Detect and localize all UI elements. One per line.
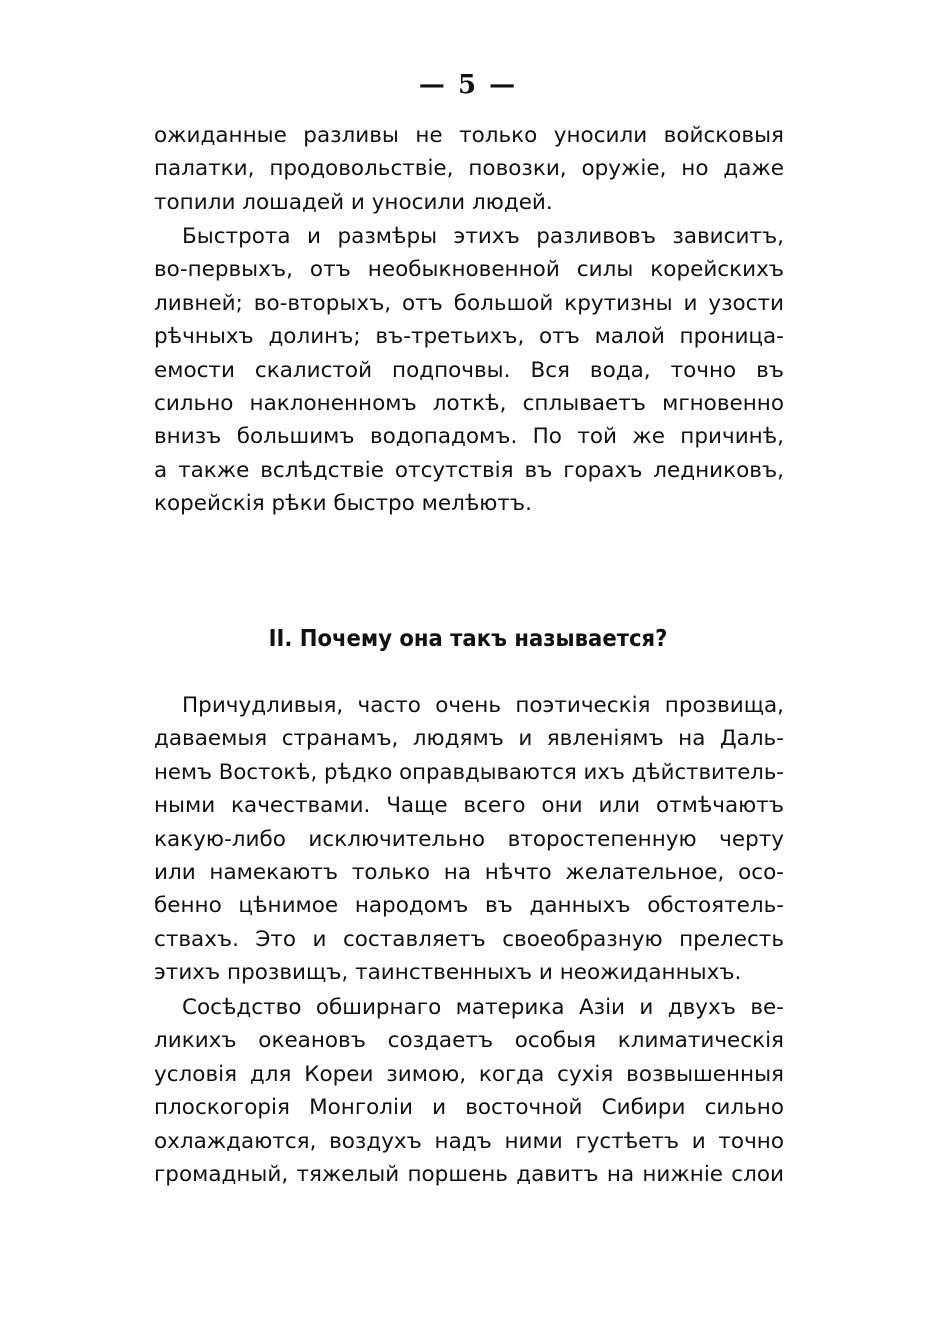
text-line: палатки, продовольствіе, повозки, оружіе, но даже <box>154 156 784 182</box>
text-line: ликихъ океановъ создаетъ особыя климатическія <box>154 1028 784 1054</box>
text-line: внизъ большимъ водопадомъ. По той же причинѣ, <box>154 424 784 450</box>
text-line: Сосѣдство обширнаго материка Азіи и двухъ ве- <box>182 995 784 1020</box>
text-line: во-первыхъ, отъ необыкновенной силы корейскихъ <box>154 257 784 283</box>
paragraph-nicknames <box>154 689 784 990</box>
text-line: какую-либо исключительно второстепенную черту <box>154 826 784 852</box>
text-line: охлаждаются, воздухъ надъ ними густѣетъ и точно <box>154 1128 784 1154</box>
text-line: ливней; во-вторыхъ, отъ большой крутизны и узости <box>154 290 784 316</box>
paragraph-climate <box>154 991 784 1191</box>
text-line: этихъ прозвищъ, таинственныхъ и неожиданныхъ. <box>154 960 742 986</box>
text-line: даваемыя странамъ, людямъ и явленіямъ на Даль- <box>154 726 784 752</box>
section-heading: II. Почему она такъ называется? <box>268 626 668 652</box>
text-line: ожиданные разливы не только уносили войсковыя <box>154 123 784 148</box>
text-line: ными качествами. Чаще всего они или отмѣчаютъ <box>154 793 784 819</box>
text-line: условія для Кореи зимою, когда сухія возвышенныя <box>154 1061 784 1087</box>
text-line: топили лошадей и уносили людей. <box>154 189 553 215</box>
text-line: сильно наклоненномъ лоткѣ, сплываетъ мгновенно <box>154 390 784 416</box>
text-line: или намекаютъ только на нѣчто желательное, осо- <box>154 859 784 885</box>
text-line: рѣчныхъ долинъ; въ-третьихъ, отъ малой проница- <box>154 324 784 350</box>
page-number: — 5 — <box>418 70 518 100</box>
text-line: ствахъ. Это и составляетъ своеобразную прелесть <box>154 926 784 952</box>
text-line: Причудливыя, часто очень поэтическія прозвища, <box>182 693 784 718</box>
text-line: корейскія рѣки быстро мелѣютъ. <box>154 491 532 517</box>
paragraph-continuation <box>154 119 784 219</box>
paragraph-floods <box>154 220 784 521</box>
text-line: а также вслѣдствіе отсутствія въ горахъ ледниковъ, <box>154 457 784 483</box>
text-line: бенно цѣнимое народомъ въ данныхъ обстоятель- <box>154 893 784 919</box>
text-line: громадный, тяжелый поршень давитъ на нижніе слои <box>154 1161 784 1187</box>
text-line: плоскогорія Монголіи и восточной Сибири сильно <box>154 1095 784 1121</box>
text-line: немъ Востокѣ, рѣдко оправдываются ихъ дѣйствитель- <box>154 759 785 785</box>
text-line: Быстрота и размѣры этихъ разливовъ зависитъ, <box>182 224 784 249</box>
text-line: емости скалистой подпочвы. Вся вода, точно въ <box>154 357 784 383</box>
